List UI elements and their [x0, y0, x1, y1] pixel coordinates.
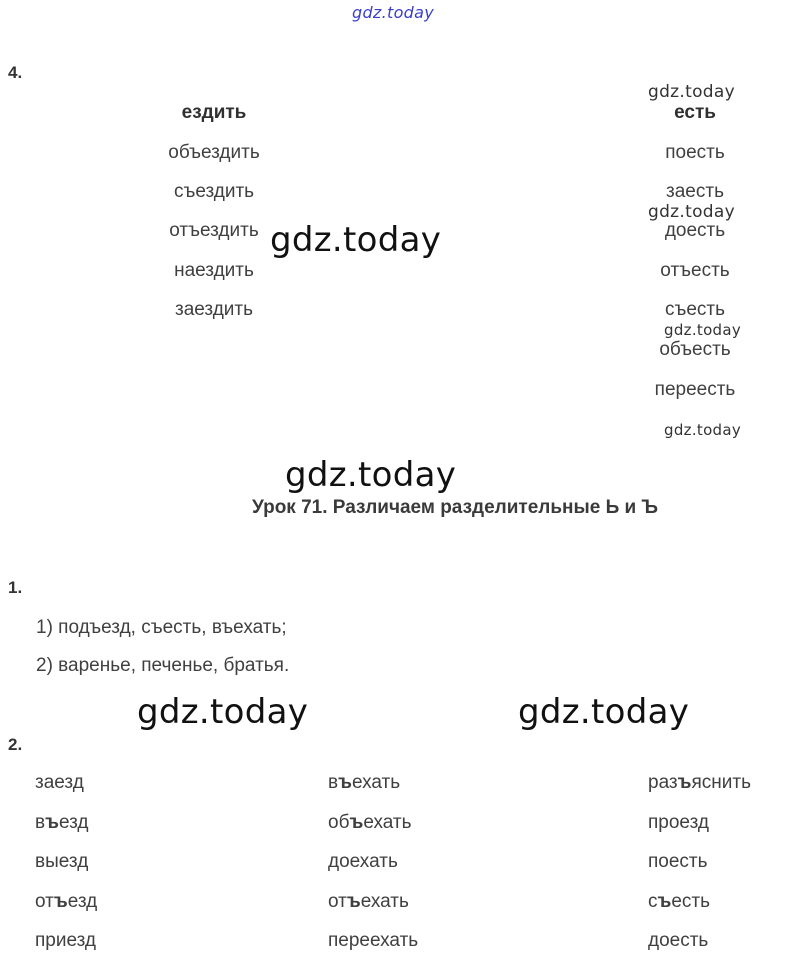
task-number: 4. [8, 63, 23, 82]
word-item: разъяснить [648, 772, 751, 793]
word-item: объехать [328, 811, 412, 833]
right-column-header: есть [674, 102, 716, 123]
watermark-large: gdz.today [137, 692, 309, 732]
answer-line: 1) подъезд, съесть, въехать; [36, 617, 287, 638]
word-item: выезд [35, 851, 89, 873]
right-word: переесть [654, 379, 736, 400]
word-item: поесть [648, 851, 708, 873]
word-item: отъехать [328, 890, 409, 912]
left-word: отъездить [169, 220, 259, 241]
word-column-3 [648, 772, 751, 970]
right-word: доесть [664, 220, 726, 241]
word-item: въехать [328, 772, 401, 793]
word-item: переехать [328, 930, 419, 952]
watermark: gdz.today [664, 321, 742, 339]
right-word: поесть [665, 142, 725, 163]
word-item: заезд [35, 772, 84, 793]
right-word: заесть [666, 181, 724, 202]
right-word: отъесть [660, 260, 730, 281]
watermark-large: gdz.today [518, 692, 690, 732]
word-column-1 [35, 772, 97, 970]
left-column-header: ездить [181, 102, 247, 123]
lesson-title: Урок 71. Различаем разделительные Ь и Ъ [251, 497, 659, 518]
watermark: gdz.today [648, 202, 735, 222]
answer-line: 2) варенье, печенье, братья. [36, 655, 290, 676]
right-word: объесть [659, 339, 731, 360]
left-word: наездить [174, 260, 254, 281]
word-item: приезд [35, 930, 96, 952]
watermark-large: gdz.today [270, 220, 442, 260]
watermark: gdz.today [664, 421, 742, 439]
left-word: объездить [168, 142, 260, 163]
word-item: съесть [648, 890, 711, 912]
word-item: отъезд [35, 890, 98, 912]
word-item: доехать [328, 851, 398, 873]
watermark-large: gdz.today [285, 455, 457, 495]
watermark-top: gdz.today [352, 3, 434, 22]
left-word: заездить [174, 299, 254, 320]
word-column-2 [328, 772, 418, 970]
word-item: доесть [648, 930, 709, 952]
task-number: 2. [8, 735, 23, 754]
word-item: проезд [648, 811, 709, 833]
task-number: 1. [8, 578, 23, 597]
right-word: съесть [664, 299, 726, 320]
watermark: gdz.today [648, 82, 735, 102]
left-word: съездить [173, 181, 255, 202]
word-item: въезд [35, 811, 89, 833]
